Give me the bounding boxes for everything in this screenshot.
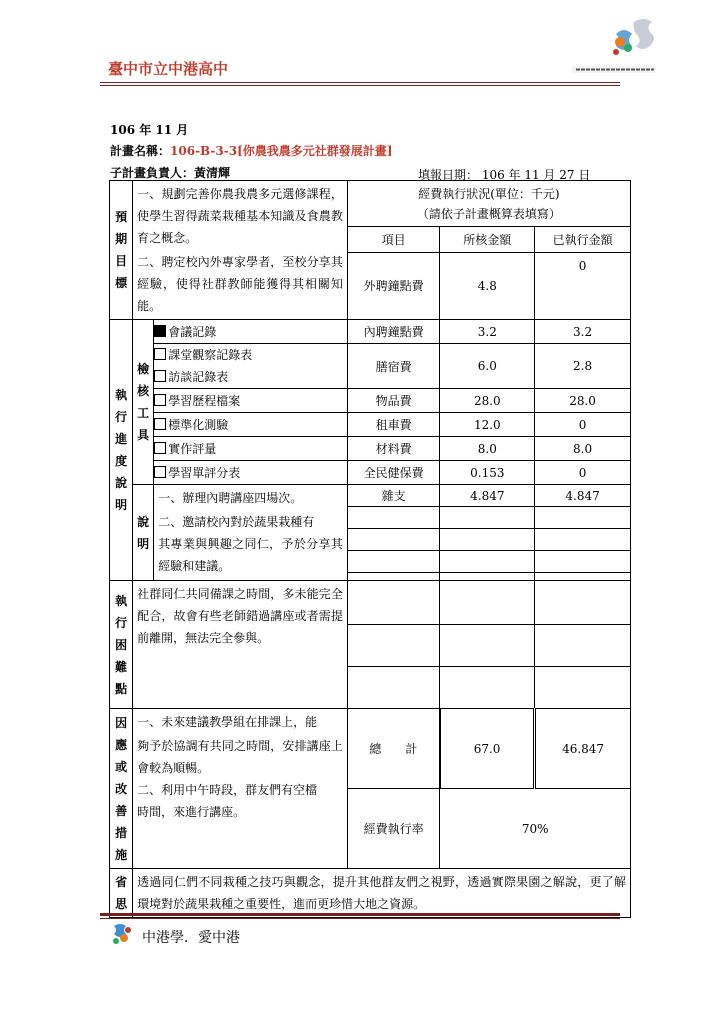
budget-item: 內聘鐘點費 xyxy=(347,320,440,344)
checkbox-icon[interactable] xyxy=(154,442,166,454)
total-executed: 46.847 xyxy=(535,709,631,789)
blank-cell xyxy=(440,507,535,529)
blank-cell xyxy=(440,667,535,709)
progress-label: 執行進度說明 xyxy=(110,320,133,581)
blank-cell xyxy=(347,529,440,551)
col-item-header: 項目 xyxy=(347,227,440,252)
blank-cell xyxy=(347,581,440,625)
budget-item: 物品費 xyxy=(347,389,440,413)
difficulty-cell xyxy=(133,581,348,709)
checkbox-icon[interactable] xyxy=(154,348,166,360)
budget-header xyxy=(347,181,630,227)
logo-graphic-icon xyxy=(568,14,660,76)
difficulty-text: 社群同仁共同備課之時間，多未能完全配合，故會有些老師錯過講座或者需提前離開，無法完全參與。 xyxy=(137,587,343,645)
desc-item-2: 二、邀請校內對於蔬果栽種有 xyxy=(158,515,315,529)
goals-cell xyxy=(133,181,348,320)
budget-approved: 12.0 xyxy=(440,413,535,437)
checkbox-icon[interactable] xyxy=(154,394,166,406)
tool-item[interactable]: 學習單評分表 xyxy=(154,461,348,485)
measures-cell xyxy=(133,709,348,869)
budget-executed: 0 xyxy=(535,461,631,485)
report-date: 填報日期： 106 年 11 月 27 日 xyxy=(418,168,591,182)
footer-rule-thin xyxy=(100,918,620,919)
report-table xyxy=(109,180,631,918)
goals-label: 預期目標 xyxy=(110,181,133,320)
budget-executed: 0 xyxy=(535,413,631,437)
budget-approved: 8.0 xyxy=(440,437,535,461)
tool-item[interactable]: 會議記錄 xyxy=(154,320,348,344)
col-approved-header: 所核金額 xyxy=(440,227,535,252)
measures-label: 因應或改善措施 xyxy=(110,709,133,869)
plan-name: 106-B-3-3[你農我農多元社群發展計畫] xyxy=(170,144,393,158)
budget-approved: 28.0 xyxy=(440,389,535,413)
difficulty-label: 執行困難點 xyxy=(110,581,133,709)
rate-value: 70% xyxy=(440,789,631,869)
plan-leader: 子計畫負責人：黃清輝 xyxy=(110,166,231,180)
budget-approved: 6.0 xyxy=(440,344,535,389)
total-label: 總 計 xyxy=(347,709,440,789)
budget-approved: 3.2 xyxy=(440,320,535,344)
blank-cell xyxy=(347,667,440,709)
measure-item-2-cont: 時間，來進行講座。 xyxy=(137,805,246,819)
budget-executed: 3.2 xyxy=(535,320,631,344)
budget-executed: 4.847 xyxy=(535,485,631,507)
blank-cell xyxy=(347,625,440,667)
blank-cell xyxy=(347,573,440,581)
goal-item-1: 一、規劃完善你農我農多元選修課程，使學生習得蔬菜栽種基本知識及食農教育之概念。 xyxy=(137,187,343,245)
footer-rule xyxy=(100,913,620,916)
header-rule-thin xyxy=(100,85,620,86)
blank-cell xyxy=(347,551,440,573)
budget-item: 外聘鐘點費 xyxy=(347,252,440,319)
tool-item[interactable]: 學習歷程檔案 xyxy=(154,389,348,413)
tool-item[interactable]: 課堂觀察記錄表 xyxy=(154,344,347,366)
school-name: 臺中市立中港高中 xyxy=(108,60,229,78)
measure-item-1-cont: 夠予於協調有共同之時間，安排講座上會較為順暢。 xyxy=(137,739,343,775)
desc-item-1: 一、辦理內聘講座四場次。 xyxy=(158,491,303,505)
total-approved: 67.0 xyxy=(440,709,535,789)
reflection-text: 透過同仁們不同栽種之技巧與觀念，提升其他群友們之視野，透過實際果園之解說，更了解環境對於蔬果栽種之重要性，進而更珍惜大地之資源。 xyxy=(137,875,626,911)
budget-executed: 28.0 xyxy=(535,389,631,413)
tool-item[interactable]: 實作評量 xyxy=(154,437,348,461)
footer-logo xyxy=(108,922,136,948)
footer-logo-icon xyxy=(108,922,136,948)
blank-cell xyxy=(535,507,631,529)
blank-cell xyxy=(440,581,535,625)
budget-approved: 4.8 xyxy=(440,252,535,319)
plan-label: 計畫名稱： xyxy=(110,144,171,158)
reflection-cell xyxy=(133,869,631,918)
tools-label: 檢核工具 xyxy=(133,320,154,485)
checkbox-icon[interactable] xyxy=(154,370,166,382)
checkbox-icon[interactable] xyxy=(154,418,166,430)
budget-executed: 2.8 xyxy=(535,344,631,389)
footer-slogan: 中港學．愛中港 xyxy=(142,930,240,946)
measure-item-1: 一、未來建議教學組在排課上，能 xyxy=(137,715,318,729)
blank-cell xyxy=(535,551,631,573)
desc-item-2-cont: 其專業與興趣之同仁，予於分享其經驗和建議。 xyxy=(158,537,343,573)
blank-cell xyxy=(535,625,631,667)
checkbox-icon[interactable] xyxy=(154,466,166,478)
desc-cell xyxy=(154,485,348,581)
budget-item: 膳宿費 xyxy=(347,344,440,389)
blank-cell xyxy=(440,573,535,581)
tool-items-group xyxy=(154,344,348,389)
checkbox-checked-icon[interactable] xyxy=(154,325,166,337)
blank-cell xyxy=(440,529,535,551)
desc-label: 說明 xyxy=(133,485,154,581)
blank-cell xyxy=(535,573,631,581)
budget-executed: 0 xyxy=(535,252,631,319)
blank-cell xyxy=(347,507,440,529)
budget-item: 租車費 xyxy=(347,413,440,437)
budget-item: 全民健保費 xyxy=(347,461,440,485)
budget-subtitle: （請依子計畫概算表填寫） xyxy=(416,206,561,221)
blank-cell xyxy=(535,581,631,625)
budget-executed: 8.0 xyxy=(535,437,631,461)
col-executed-header: 已執行金額 xyxy=(535,227,631,252)
rate-label: 經費執行率 xyxy=(347,789,440,869)
budget-item: 雜支 xyxy=(347,485,440,507)
blank-cell xyxy=(440,625,535,667)
budget-item: 材料費 xyxy=(347,437,440,461)
blank-cell xyxy=(440,551,535,573)
reflection-label: 省思 xyxy=(110,869,133,918)
blank-cell xyxy=(535,667,631,709)
report-month: 106 年 11 月 xyxy=(110,123,189,137)
budget-approved: 4.847 xyxy=(440,485,535,507)
header-rule xyxy=(100,82,620,83)
plan-title xyxy=(110,142,392,159)
school-logo xyxy=(568,14,660,76)
goal-item-2: 二、聘定校內外專家學者，至校分享其經驗，使得社群教師能獲得其相關知能。 xyxy=(137,255,343,313)
blank-cell xyxy=(535,529,631,551)
measure-item-2: 二、利用中午時段，群友們有空檔 xyxy=(137,783,318,797)
budget-approved: 0.153 xyxy=(440,461,535,485)
budget-title: 經費執行狀況(單位：千元) xyxy=(418,186,560,201)
tool-item[interactable]: 訪談記錄表 xyxy=(154,366,347,388)
tool-item[interactable]: 標準化測驗 xyxy=(154,413,348,437)
